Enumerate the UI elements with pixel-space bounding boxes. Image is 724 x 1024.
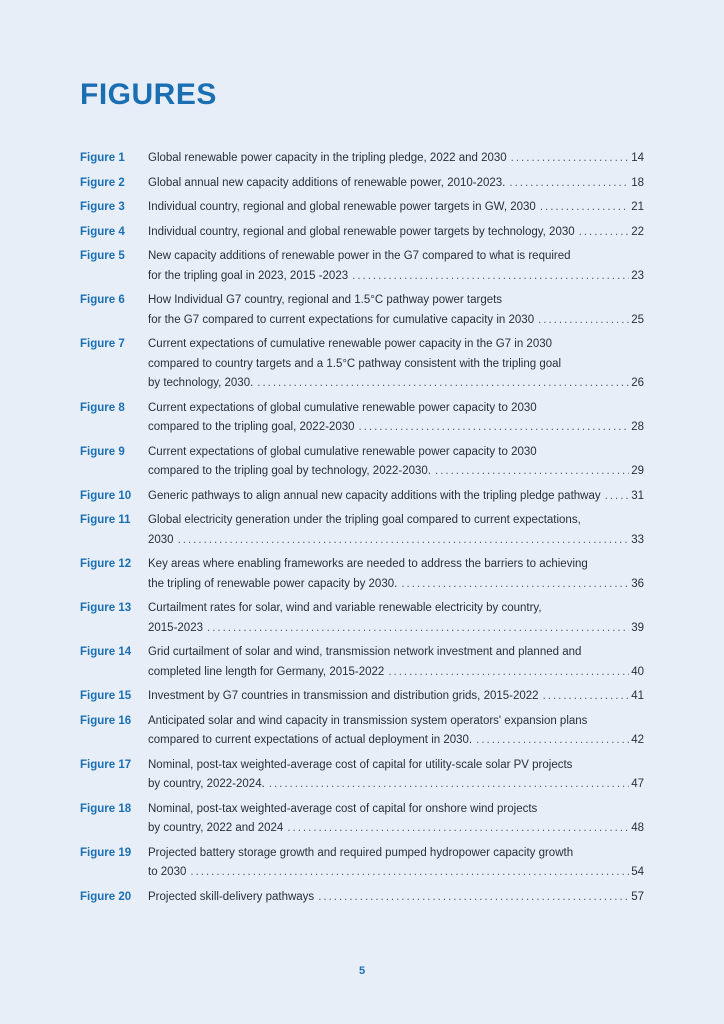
figure-caption-last-line bbox=[148, 575, 644, 595]
figure-entry[interactable] bbox=[80, 888, 644, 908]
figure-page-number[interactable]: 47 bbox=[631, 778, 644, 790]
figure-caption bbox=[148, 223, 644, 243]
dot-leader bbox=[540, 198, 629, 218]
figure-caption-line: Nominal, post-tax weighted-average cost of capital for utility-scale solar PV projects bbox=[148, 758, 573, 771]
figure-caption bbox=[148, 511, 644, 550]
figure-caption-line: the tripling of renewable power capacity by 2030. bbox=[148, 577, 398, 590]
figure-page-number[interactable]: 21 bbox=[631, 201, 644, 213]
figure-caption-line: 2015-2023 bbox=[148, 621, 203, 634]
figure-label: Figure 6 bbox=[80, 294, 125, 306]
figure-page-number[interactable]: 29 bbox=[631, 465, 644, 477]
figure-caption-line: by technology, 2030. bbox=[148, 377, 254, 389]
figure-page-number[interactable]: 40 bbox=[631, 665, 644, 678]
figure-entry[interactable] bbox=[80, 223, 644, 243]
figure-caption-last-line bbox=[148, 487, 644, 507]
figure-page-number[interactable]: 41 bbox=[631, 690, 644, 702]
dot-leader bbox=[511, 149, 630, 169]
dot-leader bbox=[318, 888, 629, 908]
figure-page-number[interactable]: 36 bbox=[631, 577, 644, 590]
figure-label: Figure 3 bbox=[80, 201, 125, 213]
dot-leader bbox=[388, 663, 629, 683]
figure-entry[interactable] bbox=[80, 599, 644, 638]
figure-caption-last-line bbox=[148, 462, 644, 482]
figure-entry[interactable] bbox=[80, 756, 644, 795]
dot-leader bbox=[538, 311, 629, 331]
figure-entry[interactable] bbox=[80, 511, 644, 550]
figure-label: Figure 13 bbox=[80, 602, 132, 614]
figure-caption-line: Current expectations of cumulative renewable power capacity in the G7 in 2030 bbox=[148, 338, 553, 350]
figure-caption-last-line bbox=[148, 731, 644, 751]
figure-caption-line: compared to country targets and a 1.5°C pathway consistent with the tripling goal bbox=[148, 357, 562, 370]
figure-caption-line: compared to the tripling goal by technology, 2022-2030. bbox=[148, 465, 432, 477]
figure-caption-line: for the G7 compared to current expectations for cumulative capacity in 2030 bbox=[148, 313, 535, 326]
figure-caption bbox=[148, 247, 644, 286]
figure-entry[interactable] bbox=[80, 399, 644, 438]
dot-leader bbox=[287, 819, 629, 839]
figure-caption-last-line bbox=[148, 374, 644, 394]
figure-page-number[interactable]: 18 bbox=[631, 176, 644, 189]
figure-entry[interactable] bbox=[80, 487, 644, 507]
dot-leader bbox=[435, 462, 629, 482]
figure-caption bbox=[148, 800, 644, 839]
figure-caption-line: Curtailment rates for solar, wind and variable renewable electricity by country, bbox=[148, 602, 542, 614]
dot-leader bbox=[509, 174, 629, 194]
figure-entry[interactable] bbox=[80, 335, 644, 394]
figure-label: Figure 5 bbox=[80, 250, 125, 262]
figure-label: Figure 14 bbox=[80, 646, 132, 658]
figure-page-number[interactable]: 14 bbox=[631, 152, 644, 164]
dot-leader bbox=[178, 531, 630, 551]
figure-caption bbox=[148, 335, 644, 394]
figure-caption-line: Key areas where enabling frameworks are needed to address the barriers to achieving bbox=[148, 558, 588, 570]
figure-label: Figure 7 bbox=[80, 338, 125, 350]
figure-caption-line: for the tripling goal in 2023, 2015 -2023 bbox=[148, 269, 349, 282]
figure-caption-last-line bbox=[148, 311, 644, 331]
figure-label: Figure 17 bbox=[80, 758, 132, 771]
figure-caption bbox=[148, 599, 644, 638]
figure-caption-last-line bbox=[148, 619, 644, 639]
figure-caption-line: Anticipated solar and wind capacity in transmission system operators' expansion plans bbox=[148, 714, 588, 727]
figure-caption bbox=[148, 888, 644, 908]
figure-label: Figure 10 bbox=[80, 489, 132, 502]
figure-label: Figure 15 bbox=[80, 690, 132, 702]
figure-caption-last-line bbox=[148, 223, 644, 243]
dot-leader bbox=[352, 267, 629, 287]
figure-page-number[interactable]: 31 bbox=[631, 489, 644, 502]
figure-page-number[interactable]: 28 bbox=[631, 421, 644, 433]
page-title: FIGURES bbox=[80, 78, 217, 111]
figure-label: Figure 4 bbox=[80, 225, 125, 238]
figure-caption bbox=[148, 687, 644, 707]
dot-leader bbox=[605, 487, 630, 507]
figures-list bbox=[80, 149, 644, 912]
figure-caption bbox=[148, 487, 644, 507]
figure-caption bbox=[148, 399, 644, 438]
figure-caption-line: Generic pathways to align annual new capacity additions with the tripling pledge pathway bbox=[148, 489, 601, 502]
figure-page-number[interactable]: 26 bbox=[631, 377, 644, 389]
figure-page-number[interactable]: 39 bbox=[631, 621, 644, 634]
dot-leader bbox=[269, 775, 629, 795]
dot-leader bbox=[476, 731, 629, 751]
figure-label: Figure 2 bbox=[80, 176, 125, 189]
figure-caption-last-line bbox=[148, 663, 644, 683]
figure-caption-line: Individual country, regional and global renewable power targets in GW, 2030 bbox=[148, 201, 536, 213]
figure-page-number[interactable]: 54 bbox=[631, 866, 644, 878]
figure-caption-line: to 2030 bbox=[148, 866, 187, 878]
figure-caption bbox=[148, 291, 644, 330]
figure-caption-last-line bbox=[148, 819, 644, 839]
figure-entry[interactable] bbox=[80, 555, 644, 594]
figure-caption-line: compared to the tripling goal, 2022-2030 bbox=[148, 421, 355, 433]
dot-leader bbox=[579, 223, 630, 243]
figure-caption bbox=[148, 174, 644, 194]
figure-label: Figure 19 bbox=[80, 846, 132, 859]
figure-entry[interactable] bbox=[80, 247, 644, 286]
figure-page-number[interactable]: 25 bbox=[631, 313, 644, 326]
figure-caption-line: How Individual G7 country, regional and 1.5°C pathway power targets bbox=[148, 294, 503, 306]
figure-caption bbox=[148, 555, 644, 594]
figure-page-number[interactable]: 33 bbox=[631, 533, 644, 546]
figure-caption-last-line bbox=[148, 775, 644, 795]
figure-caption-last-line bbox=[148, 687, 644, 707]
figure-label: Figure 1 bbox=[80, 152, 125, 164]
figure-entry[interactable] bbox=[80, 291, 644, 330]
figure-page-number[interactable]: 57 bbox=[631, 890, 644, 903]
figure-caption-line: by country, 2022 and 2024 bbox=[148, 822, 284, 834]
figure-caption-last-line bbox=[148, 531, 644, 551]
figure-entry[interactable] bbox=[80, 198, 644, 218]
dot-leader bbox=[190, 863, 629, 883]
page-number: 5 bbox=[358, 965, 366, 977]
figure-entry[interactable] bbox=[80, 149, 644, 169]
figure-caption-line: Current expectations of global cumulative renewable power capacity to 2030 bbox=[148, 401, 537, 414]
figure-entry[interactable] bbox=[80, 174, 644, 194]
figure-caption-last-line bbox=[148, 174, 644, 194]
dot-leader bbox=[257, 374, 629, 394]
dot-leader bbox=[543, 687, 630, 707]
figure-label: Figure 12 bbox=[80, 558, 132, 570]
figure-caption-line: Projected skill-delivery pathways bbox=[148, 890, 315, 903]
figure-page-number[interactable]: 23 bbox=[631, 269, 644, 282]
figure-caption-last-line bbox=[148, 418, 644, 438]
figure-caption-line: Global electricity generation under the tripling goal compared to current expectations, bbox=[148, 514, 581, 526]
figure-caption-line: Global renewable power capacity in the tripling pledge, 2022 and 2030 bbox=[148, 152, 507, 164]
figure-entry[interactable] bbox=[80, 844, 644, 883]
figure-page-number[interactable]: 42 bbox=[631, 734, 644, 746]
figure-label: Figure 8 bbox=[80, 401, 125, 414]
figure-page-number[interactable]: 22 bbox=[631, 225, 644, 238]
figure-caption bbox=[148, 198, 644, 218]
figure-caption-last-line bbox=[148, 863, 644, 883]
figure-entry[interactable] bbox=[80, 800, 644, 839]
figure-entry[interactable] bbox=[80, 712, 644, 751]
figure-caption-line: Nominal, post-tax weighted-average cost of capital for onshore wind projects bbox=[148, 802, 538, 815]
figure-caption-line: Grid curtailment of solar and wind, transmission network investment and planned and bbox=[148, 646, 582, 658]
figure-entry[interactable] bbox=[80, 687, 644, 707]
figure-caption-line: Individual country, regional and global renewable power targets by technology, 2030 bbox=[148, 225, 575, 238]
figure-label: Figure 9 bbox=[80, 445, 125, 458]
figure-caption-line: Global annual new capacity additions of renewable power, 2010-2023. bbox=[148, 176, 506, 189]
figure-caption bbox=[148, 712, 644, 751]
figure-label: Figure 20 bbox=[80, 890, 132, 903]
figure-caption-line: Projected battery storage growth and required pumped hydropower capacity growth bbox=[148, 846, 574, 859]
dot-leader bbox=[401, 575, 629, 595]
dot-leader bbox=[359, 418, 630, 438]
figure-caption-line: 2030 bbox=[148, 533, 174, 546]
figure-caption-line: compared to current expectations of actual deployment in 2030. bbox=[148, 734, 473, 746]
figure-caption bbox=[148, 149, 644, 169]
figure-caption-last-line bbox=[148, 888, 644, 908]
figure-caption bbox=[148, 643, 644, 682]
figure-caption bbox=[148, 844, 644, 883]
figure-caption-last-line bbox=[148, 149, 644, 169]
figure-caption bbox=[148, 756, 644, 795]
figure-caption-line: New capacity additions of renewable power in the G7 compared to what is required bbox=[148, 250, 571, 262]
figure-label: Figure 16 bbox=[80, 714, 132, 727]
figure-label: Figure 11 bbox=[80, 514, 131, 526]
figure-caption-line: completed line length for Germany, 2015-2022 bbox=[148, 665, 385, 678]
dot-leader bbox=[207, 619, 629, 639]
figure-page-number[interactable]: 48 bbox=[631, 822, 644, 834]
figure-caption-line: by country, 2022-2024. bbox=[148, 778, 265, 790]
figure-caption-line: Current expectations of global cumulative renewable power capacity to 2030 bbox=[148, 445, 537, 458]
figure-caption-last-line bbox=[148, 267, 644, 287]
figure-label: Figure 18 bbox=[80, 802, 132, 815]
figure-caption-last-line bbox=[148, 198, 644, 218]
figure-caption-line: Investment by G7 countries in transmission and distribution grids, 2015-2022 bbox=[148, 690, 539, 702]
figure-caption bbox=[148, 443, 644, 482]
figure-entry[interactable] bbox=[80, 643, 644, 682]
figure-entry[interactable] bbox=[80, 443, 644, 482]
